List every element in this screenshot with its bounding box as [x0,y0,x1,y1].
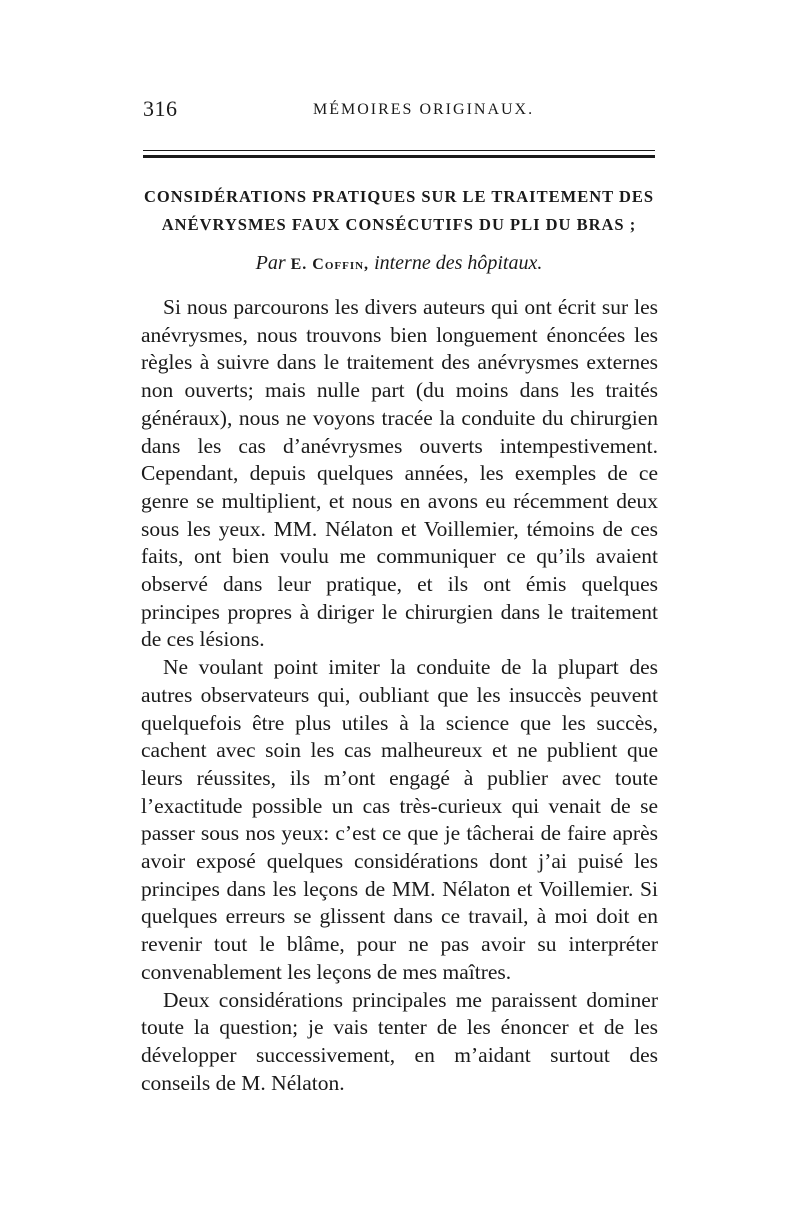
byline-author: E. Coffin, [290,256,370,273]
running-head [143,96,655,126]
paragraph: Si nous parcourons les divers auteurs qui ont écrit sur les anévrysmes, nous trouvons bien longuement énoncées les règles à suivre dans le traitement des anévrysmes externes non ouverts; mais nulle part (du moins dans les traités généraux), nous ne voyons tracée la conduite du chirurgien dans les cas d’anévrysmes ouverts intempestivement. Cependant, depuis quelques années, les exemples de ce genre se multiplient, et nous en avons eu récemment deux sous les yeux. MM. Nélaton et Voillemier, témoins de ces faits, ont bien voulu me communiquer ce qu’ils avaient observé dans leur pratique, et ils ont émis quelques principes propres à diriger le chirurgien dans le traitement de ces lésions. [141,295,658,652]
header-rule [143,150,655,158]
paragraph: Ne voulant point imiter la conduite de la plupart des autres observateurs qui, oubliant que les insuccès peuvent quelquefois être plus utiles à la science que les succès, cachent avec soin les cas malheureux et ne publient que leurs réussites, ils m’ont engagé à publier avec toute l’exactitude possible un cas très-curieux qui venait de se passer sous nos yeux: c’est ce que je tâcherai de faire après avoir exposé quelques considérations dont j’ai puisé les principes dans les leçons de MM. Nélaton et Voillemier. Si quelques erreurs se glissent dans ce travail, à moi doit en revenir tout le blâme, pour ne pas avoir su interpréter convenablement les leçons de mes maîtres. [141,655,658,984]
byline-suffix: interne des hôpitaux. [374,252,543,274]
byline [143,252,655,275]
article-title-line-1: CONSIDÉRATIONS PRATIQUES SUR LE TRAITEMENT DES [143,187,655,206]
paragraph: Deux considérations principales me paraissent dominer toute la question; je vais tenter de les énoncer et de les développer successivement, en m’aidant surtout des conseils de M. Nélaton. [141,987,658,1095]
article-title-line-2: ANÉVRYSMES FAUX CONSÉCUTIFS DU PLI DU BRAS ; [161,215,637,234]
byline-prefix: Par [255,252,286,274]
body-text [141,294,658,1097]
article-title [143,183,655,239]
running-title: MÉMOIRES ORIGINAUX. [313,101,535,118]
page-number: 316 [143,96,178,121]
